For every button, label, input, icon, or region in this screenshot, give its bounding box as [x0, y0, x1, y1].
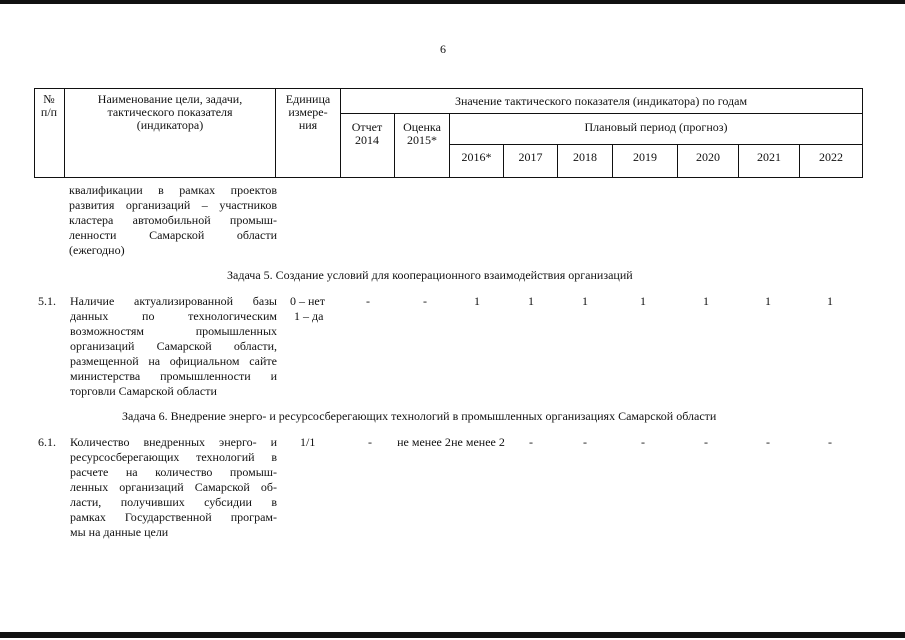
value-cell: - [766, 435, 770, 449]
year-2019: 2019 [633, 150, 657, 164]
year-2021: 2021 [757, 150, 781, 164]
value-cell: - [583, 435, 587, 449]
value-cell: - [828, 435, 832, 449]
year-2017: 2017 [518, 150, 543, 164]
value-cell: не менее 2 [397, 435, 451, 449]
header-values: Значение тактического показателя (индикатора) по годам [454, 94, 748, 108]
year-2018: 2018 [573, 150, 597, 164]
value-cell: - [529, 435, 533, 449]
year-2020: 2020 [696, 150, 720, 164]
value-cell: 1 [765, 294, 771, 308]
value-cell: 1 [528, 294, 534, 308]
value-cell: 1 [703, 294, 709, 308]
value-cell: 1 [827, 294, 833, 308]
header-estimate: Оценка 2015* [403, 120, 441, 147]
value-cell: - [641, 435, 645, 449]
value-cell: 1 [582, 294, 588, 308]
task-6-heading: Задача 6. Внедрение энерго- и ресурсосберегающих технологий в промышленных организациях Самарской области [122, 409, 717, 423]
value-cell: - [423, 294, 427, 308]
header-unit: Единица измере-ния [285, 92, 331, 132]
value-cell: 1 [640, 294, 646, 308]
year-2022: 2022 [819, 150, 843, 164]
task-5-heading: Задача 5. Создание условий для кооперационного взаимодействия организаций [227, 268, 633, 282]
row-6-1-number: 6.1. [38, 435, 56, 449]
bottom-border [0, 632, 905, 638]
top-border [0, 0, 905, 4]
row-5-1-number: 5.1. [38, 294, 56, 308]
value-cell: 1 [474, 294, 480, 308]
header-plan: Плановый период (прогноз) [584, 120, 728, 134]
value-cell: - [368, 435, 372, 449]
value-cell: не менее 2 [451, 435, 505, 449]
year-2016: 2016* [461, 150, 492, 164]
header-name: Наименование цели, задачи, тактического показателя (индикатора) [97, 92, 243, 132]
row-6-1-unit: 1/1 [300, 435, 316, 449]
page-number: 6 [440, 42, 446, 56]
header-num: № п/п [40, 92, 58, 119]
value-cell: - [704, 435, 708, 449]
value-cell: - [366, 294, 370, 308]
header-report: Отчет 2014 [351, 120, 383, 147]
